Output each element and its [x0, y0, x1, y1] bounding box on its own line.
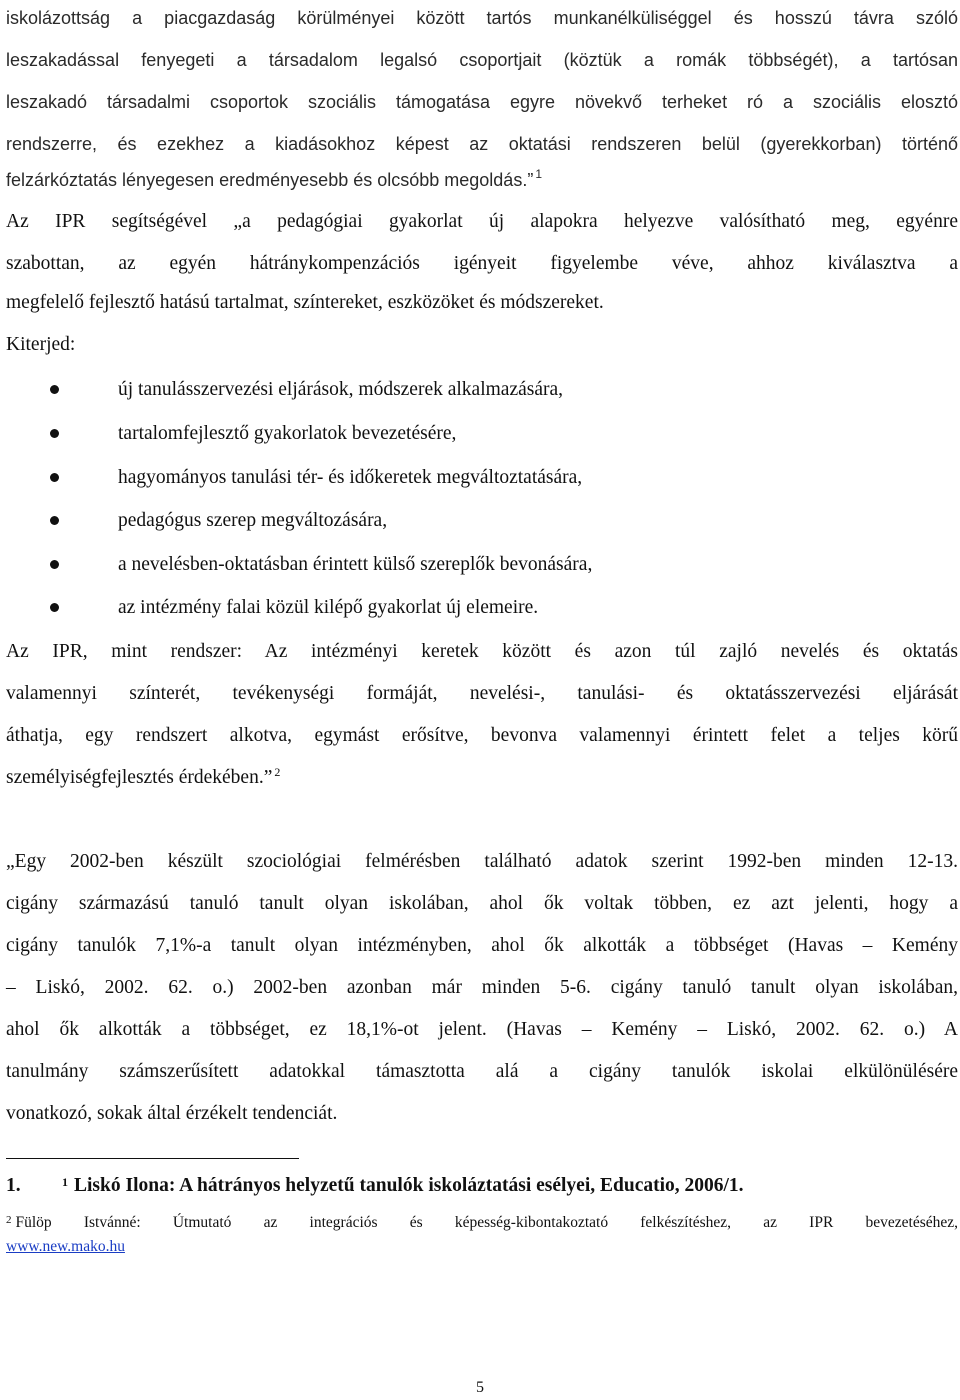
page-number: 5	[476, 1379, 484, 1396]
footnote-1-number: 1.	[6, 1175, 21, 1196]
bullet-text-4: pedagógus szerep megváltozására,	[118, 510, 388, 531]
para4-line-1: „Egy 2002-ben készült szociológiai felmérésben található adatok szerint 1992-ben minden 12-13.	[6, 851, 958, 872]
footnote-2-line-2	[6, 1237, 958, 1257]
footnote-2-text: Fülöp Istvánné: Útmutató az integrációs és képesség-kibontakoztató felkészítéshez, az IPR bevezetéséhez,	[15, 1214, 958, 1231]
para1-line-5	[6, 167, 958, 193]
footnote-ref-1[interactable]: 1	[535, 167, 542, 181]
para3-line-1: Az IPR, mint rendszer: Az intézményi keretek között és azon túl zajló nevelés és oktatás	[6, 641, 958, 662]
bullet-text-1: új tanulásszervezési eljárások, módszerek alkalmazására,	[118, 379, 564, 400]
bullet-item-4	[0, 508, 960, 534]
para2-line-1: Az IPR segítségével „a pedagógiai gyakorlat új alapokra helyezve valósítható meg, egyénre	[6, 211, 958, 232]
para4-line-2: cigány származású tanuló tanult olyan iskolában, ahol ők voltak többen, ez azt jelenti, hogy a	[6, 893, 958, 914]
footnote-1	[6, 1173, 958, 1199]
bullet-icon	[50, 516, 59, 525]
para1-line-1: iskolázottság a piacgazdaság körülményei között tartós munkanélküliséggel és hosszú távra szóló	[6, 8, 958, 28]
footnote-2-line-1	[6, 1213, 958, 1233]
para4-line-6: tanulmány számszerűsített adatokkal támasztotta alá a cigány tanulók iskolai elkülönülésére	[6, 1061, 958, 1082]
footnote-ref-2[interactable]: 2	[274, 765, 281, 779]
footnote-1-text: Liskó Ilona: A hátrányos helyzetű tanulók iskoláztatási esélyei, Educatio, 2006/1.	[74, 1175, 744, 1196]
bullet-icon	[50, 603, 59, 612]
para4-line-7: vonatkozó, sokak által érzékelt tendenciát.	[6, 1103, 338, 1124]
para4-line-3: cigány tanulók 7,1%-a tanult olyan intézményben, ahol ők alkották a többséget (Havas – Kemény	[6, 935, 958, 956]
footnote-2-link[interactable]: www.new.mako.hu	[6, 1238, 125, 1255]
bullet-icon	[50, 473, 59, 482]
bullet-icon	[50, 560, 59, 569]
bullet-icon	[50, 429, 59, 438]
para2-line-3: megfelelő fejlesztő hatású tartalmat, színtereket, eszközöket és módszereket.	[6, 292, 604, 313]
bullet-item-1	[0, 377, 960, 403]
para3-line-2: valamennyi színterét, tevékenységi formáját, nevelési-, tanulási- és oktatásszervezési eljárását	[6, 683, 958, 704]
para1-line-2: leszakadással fenyegeti a társadalom legalsó csoportjait (köztük a romák többségét), a tartósan	[6, 50, 958, 70]
footnote-2-mark: 2	[6, 1214, 12, 1226]
bullet-item-3	[0, 465, 960, 491]
para1-line-4: rendszerre, és ezekhez a kiadásokhoz képest az oktatási rendszeren belül (gyerekkorban) történő	[6, 134, 958, 154]
bullet-icon	[50, 385, 59, 394]
bullet-text-3: hagyományos tanulási tér- és időkeretek megváltoztatására,	[118, 467, 583, 488]
footnote-1-mark: 1	[62, 1175, 68, 1189]
bullet-text-2: tartalomfejlesztő gyakorlatok bevezetésére,	[118, 423, 457, 444]
para4-line-4: – Liskó, 2002. 62. o.) 2002-ben azonban már minden 5-6. cigány tanuló tanult olyan iskolában,	[6, 977, 958, 998]
para1-line-3: leszakadó társadalmi csoportok szociális támogatása egyre növekvő terheket ró a szociális elosztó	[6, 92, 958, 112]
bullet-item-2	[0, 421, 960, 447]
para3-line-4	[6, 765, 958, 791]
footnote-separator	[6, 1158, 299, 1159]
bullet-item-5	[0, 552, 960, 578]
bullet-text-5: a nevelésben-oktatásban érintett külső szereplők bevonására,	[118, 554, 593, 575]
para4-line-5: ahol ők alkották a többséget, ez 18,1%-ot jelent. (Havas – Kemény – Liskó, 2002. 62. o.) A	[6, 1019, 958, 1040]
para1-line-5-text: felzárkóztatás lényegesen eredményesebb és olcsóbb megoldás.”	[6, 170, 534, 190]
bullet-text-6: az intézmény falai közül kilépő gyakorlat új elemeire.	[118, 597, 539, 618]
para2-line-2: szabottan, az egyén hátránykompenzációs igényeit figyelembe véve, ahhoz kiválasztva a	[6, 253, 958, 274]
kiterjed-label: Kiterjed:	[6, 334, 76, 355]
para3-line-3: áthatja, egy rendszert alkotva, egymást erősítve, bevonva valamennyi érintett felet a teljes körű	[6, 725, 958, 746]
para3-line-4-text: személyiségfejlesztés érdekében.”	[6, 767, 273, 788]
bullet-item-6	[0, 595, 960, 621]
